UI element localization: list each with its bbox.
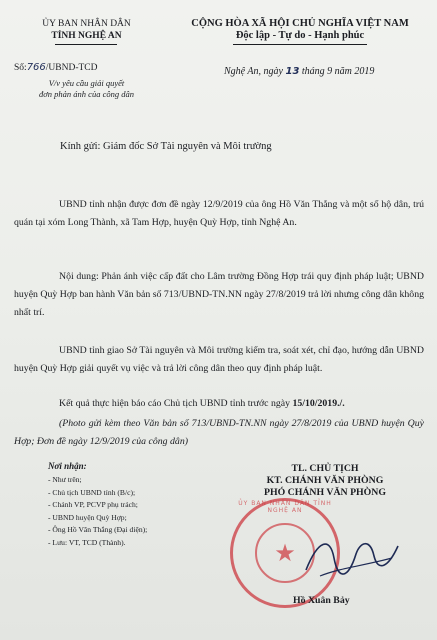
recipient-item: - Chủ tịch UBND tỉnh (B/c); <box>48 487 136 497</box>
paragraph-1 <box>14 196 424 232</box>
agency-line-2: TỈNH NGHỆ AN <box>51 31 122 41</box>
motto-underline <box>233 44 367 45</box>
seal-ring-text: ỦY BAN NHÂN DÂN TỈNH NGHỆ AN <box>238 500 332 514</box>
paragraph-1-text: UBND tỉnh nhận được đơn đề ngày 12/9/2019 của ông Hồ Văn Thắng và một số hộ dân, trú quán tại xóm Long Thành, xã Tam Hợp, huyện Quỳ Hợp, tỉnh Nghệ An. <box>14 199 424 228</box>
paragraph-5-text: (Photo gửi kèm theo Văn bản số 713/UBND-TN.NN ngày 27/8/2019 của UBND huyện Quỳ Hợp; Đơn đề ngày 12/9/2019 của công dân) <box>14 418 424 447</box>
subject-block <box>14 78 159 100</box>
signature-line-2: KT. CHÁNH VĂN PHÒNG <box>266 475 384 486</box>
national-title: CỘNG HÒA XÃ HỘI CHỦ NGHĨA VIỆT NAM <box>191 18 409 29</box>
subject-line-2: đơn phản ánh của công dân <box>39 89 134 99</box>
issuing-agency-block <box>14 18 159 42</box>
agency-underline <box>55 44 117 45</box>
doc-no-handwritten: 766 <box>26 62 46 73</box>
document-number <box>14 62 98 73</box>
place-date <box>224 66 374 77</box>
addressee-line: Kính gửi: Giám đốc Sở Tài nguyên và Môi trường <box>60 141 272 152</box>
national-header-block <box>175 18 425 42</box>
paragraph-4-text: Kết quả thực hiện báo cáo Chủ tịch UBND tỉnh trước ngày <box>59 398 293 409</box>
recipients-list <box>48 474 147 549</box>
paragraph-3 <box>14 342 424 378</box>
recipient-item: - Lưu: VT, TCD (Thành). <box>48 537 126 547</box>
paragraph-4 <box>14 395 424 413</box>
deadline-date: 15/10/2019 <box>292 398 338 409</box>
subject-line-1: V/v yêu cầu giải quyết <box>48 78 125 88</box>
handwritten-signature <box>300 528 405 588</box>
recipient-item: - UBND huyện Quỳ Hợp; <box>48 512 127 522</box>
paragraph-2-text: Nội dung: Phản ánh việc cấp đất cho Lâm trường Đồng Hợp trái quy định pháp luật; UBND huyện Quỳ Hợp ban hành Văn bản số 713/UBND-TN.NN ngày 27/8/2019 trả lời nhưng công dân không nhất trí. <box>14 271 424 318</box>
recipient-item: - Chánh VP, PCVP phụ trách; <box>48 500 138 509</box>
date-suffix: tháng 9 năm 2019 <box>301 66 375 77</box>
recipient-item: - Ông Hồ Văn Thắng (Đại diện); <box>48 525 148 534</box>
recipients-title: Nơi nhận: <box>48 461 87 471</box>
signature-title-block <box>230 463 420 499</box>
paragraph-4-end: ./. <box>337 398 345 409</box>
date-prefix: Nghệ An, ngày <box>224 66 283 77</box>
doc-no-prefix: Số: <box>14 63 27 73</box>
doc-no-suffix: /UBND-TCD <box>45 63 98 73</box>
signature-line-3: PHÓ CHÁNH VĂN PHÒNG <box>263 487 386 498</box>
star-icon: ★ <box>274 541 296 567</box>
national-motto: Độc lập - Tự do - Hạnh phúc <box>235 30 365 41</box>
recipient-item: - Như trên; <box>48 475 82 484</box>
signer-name: Hồ Xuân Bảy <box>293 595 350 606</box>
signature-line-1: TL. CHỦ TỊCH <box>291 463 359 474</box>
agency-line-1: ỦY BAN NHÂN DÂN <box>42 19 131 29</box>
paragraph-5 <box>14 415 424 451</box>
date-day-handwritten: 13 <box>285 66 300 77</box>
paragraph-3-text: UBND tỉnh giao Sở Tài nguyên và Môi trường kiểm tra, soát xét, chỉ đạo, hướng dẫn UBND huyện Quỳ Hợp giải quyết vụ việc và trả lời công dân theo quy định pháp luật. <box>14 345 424 374</box>
paragraph-2 <box>14 268 424 322</box>
